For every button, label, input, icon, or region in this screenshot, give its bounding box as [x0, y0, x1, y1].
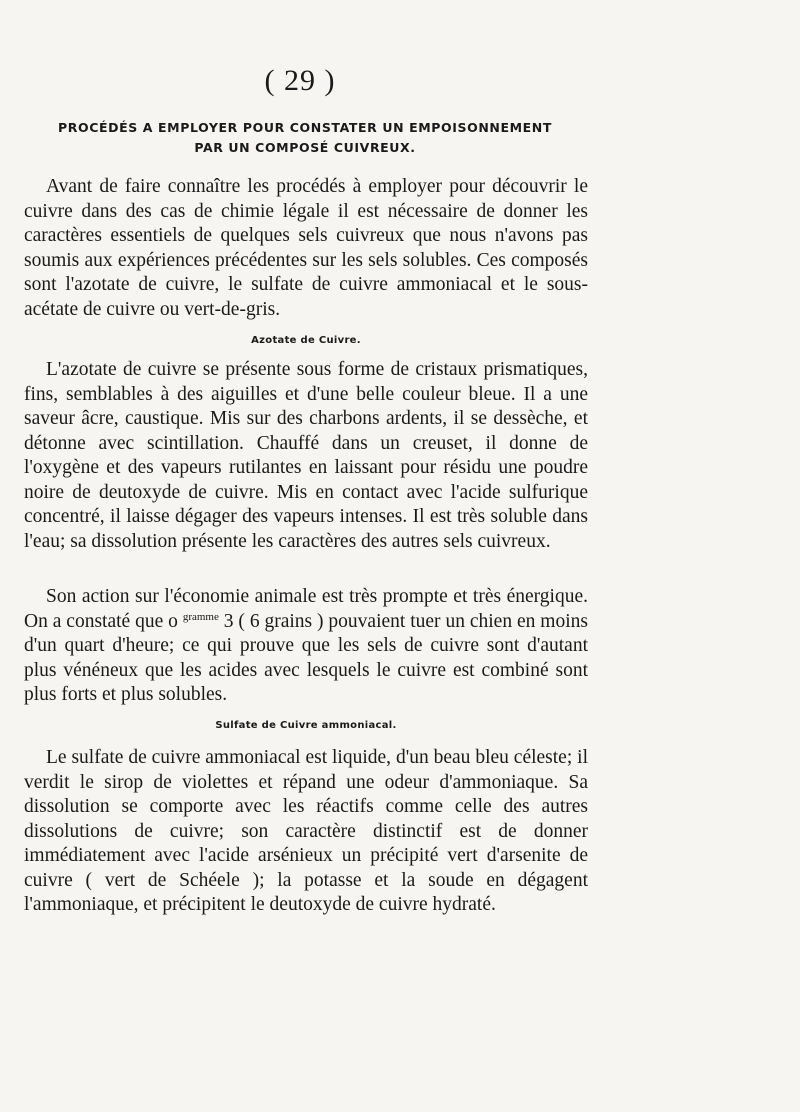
paragraph-sulfate-text: Le sulfate de cuivre ammoniacal est liquide, d'un beau bleu céleste; il verdit le sirop de violettes et répand une odeur d'ammoniaque. Sa dissolution se comporte avec les réactifs comme celle des autres dissolutions de cuivre; son caractère distinctif est de donner immédiatement avec l'acide arsénieux un précipité vert d'arsenite de cuivre ( vert de Schéele ); la potasse et la soude en dégagent l'ammoniaque, et précipitent le deutoxyde de cuivre hydraté. — [24, 747, 588, 915]
paragraph-toxicity-part-1: Son action sur l'économie animale est très prompte et très énergique. On a constaté que o — [24, 586, 588, 632]
gramme-superscript: gramme — [182, 610, 219, 623]
paragraph-toxicity — [24, 585, 588, 708]
paragraph-intro-text: Avant de faire connaître les procédés à employer pour découvrir le cuivre dans des cas de chimie légale il est nécessaire de donner les caractères essentiels de quelques sels cuivreux que nous n'avons pas soumis aux expériences précédentes sur les sels solubles. Ces composés sont l'azotate de cuivre, le sulfate de cuivre ammoniacal et le sous-acétate de cuivre ou vert-de-gris. — [24, 176, 588, 320]
paragraph-azotate — [24, 358, 588, 554]
paragraph-azotate-text: L'azotate de cuivre se présente sous forme de cristaux prismatiques, fins, semblables à des aiguilles et d'une belle couleur bleue. Il a une saveur âcre, caustique. Mis sur des charbons ardents, il se dessèche, et détonne avec scintillation. Chauffé dans un creuset, il donne de l'oxygène et des vapeurs rutilantes en laissant pour résidu une poudre noire de deutoxyde de cuivre. Mis en contact avec l'acide sulfurique concentré, il laisse dégager des vapeurs intenses. Il est très soluble dans l'eau; sa dissolution présente les caractères des autres sels cuivreux. — [24, 359, 588, 552]
paragraph-toxicity-part-2: 3 ( 6 grains ) pouvaient tuer un chien en moins d'un quart d'heure; ce qui prouve que les sels de cuivre sont d'autant plus vénéneux que les acides avec lesquels le cuivre est combiné sont plus forts et plus solubles. — [24, 610, 588, 705]
paragraph-toxicity-text — [24, 585, 588, 708]
page-number: ( 29 ) — [264, 64, 336, 97]
section-heading-line-2: PAR UN COMPOSÉ CUIVREUX. — [194, 140, 416, 155]
paragraph-sulfate — [24, 746, 588, 918]
subheading-sulfate: Sulfate de Cuivre ammoniacal. — [215, 720, 397, 731]
section-heading — [20, 118, 590, 158]
paragraph-intro — [24, 175, 588, 322]
subheading-azotate: Azotate de Cuivre. — [251, 335, 361, 346]
section-heading-line-1: PROCÉDÉS A EMPLOYER POUR CONSTATER UN EMPOISONNEMENT — [58, 120, 552, 135]
